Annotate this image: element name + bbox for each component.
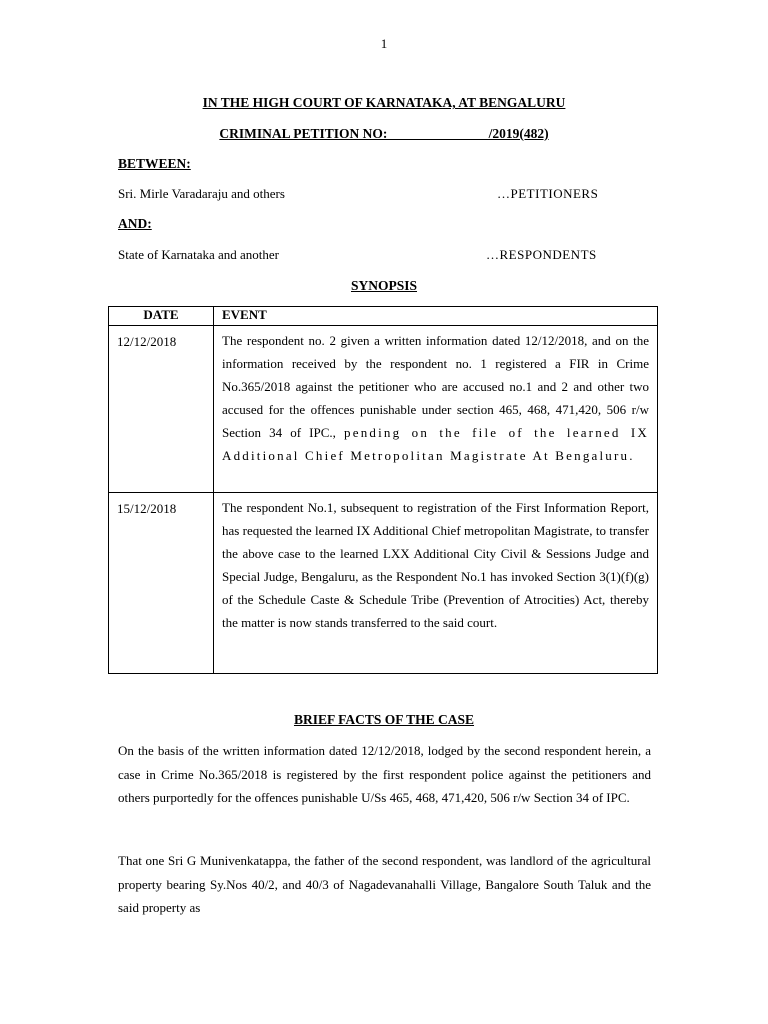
event-column-header: EVENT — [214, 307, 658, 326]
synopsis-table — [108, 306, 658, 674]
petition-title: CRIMINAL PETITION NO:_______________/2019(482) — [219, 126, 549, 141]
respondent-role: …RESPONDENTS — [486, 247, 597, 262]
date-column-header: DATE — [109, 307, 214, 326]
between-label: BETWEEN: — [118, 156, 191, 171]
paragraph: On the basis of the written information dated 12/12/2018, lodged by the second respondent herein, a case in Crime No.365/2018 is registered by the first respondent police against the petitioners and others purportedly for the offences punishable U/Ss 465, 468, 471,420, 506 r/w Section 34 of IPC. — [118, 743, 651, 805]
and-label: AND: — [118, 216, 152, 231]
brief-facts-heading: BRIEF FACTS OF THE CASE — [293, 712, 475, 727]
row-event — [214, 326, 658, 493]
row-date: 12/12/2018 — [109, 326, 214, 493]
table-row — [109, 326, 658, 493]
table-header-row — [109, 307, 658, 326]
table-row — [109, 493, 658, 674]
row-date: 15/12/2018 — [109, 493, 214, 674]
petitioner-role: …PETITIONERS — [497, 186, 599, 201]
row-event: The respondent No.1, subsequent to registration of the First Information Report, has requested the learned IX Additional Chief metropolitan Magistrate, to transfer the above case to the learned LXX Additional City Civil & Sessions Judge and Special Judge, Bengaluru, as the Respondent No.1 has invoked Section 3(1)(f)(g) of the Schedule Caste & Schedule Tribe (Prevention of Atrocities) Act, thereby the matter is now stands transferred to the said court. — [214, 493, 658, 674]
event-text: The respondent no. 2 given a written information dated 12/12/2018, and on the information received by the respondent no. 1 registered a FIR in Crime No.365/2018 against the petitioner who are accused no.1 and 2 and other two accused for the offences punishable under section 465, 468, 471,420, 506 r/w Section 34 of IPC., — [222, 333, 649, 440]
court-title: IN THE HIGH COURT OF KARNATAKA, AT BENGALURU — [202, 95, 566, 110]
page-number: 1 — [380, 36, 388, 51]
paragraph: That one Sri G Munivenkatappa, the father of the second respondent, was landlord of the agricultural property bearing Sy.Nos 40/2, and 40/3 of Nagadevanahalli Village, Bangalore South Taluk and the said property as — [118, 853, 651, 915]
respondent-name: State of Karnataka and another — [118, 247, 279, 262]
petitioner-name: Sri. Mirle Varadaraju and others — [118, 186, 285, 201]
event-text-spaced: pending on the file of the learned IX Additional Chief Metropolitan Magistrate At Bengaluru. — [222, 424, 650, 463]
synopsis-heading: SYNOPSIS — [350, 278, 418, 293]
